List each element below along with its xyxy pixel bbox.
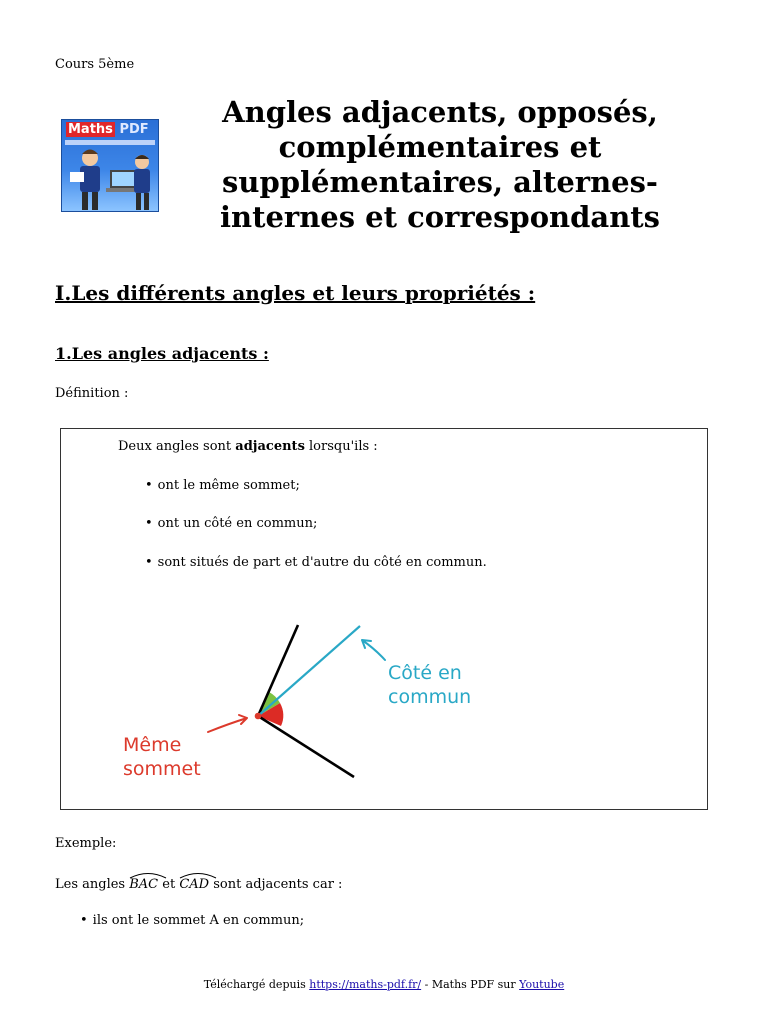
- logo-characters-illustration: [62, 144, 159, 212]
- second-side-line: [258, 716, 354, 777]
- youtube-link[interactable]: Youtube: [519, 978, 565, 991]
- definition-label: Définition :: [55, 386, 129, 401]
- logo-maths: Maths: [68, 122, 113, 137]
- section-heading: I.Les différents angles et leurs propriétés :: [55, 281, 536, 305]
- example-bullet: • ils ont le sommet A en commun;: [80, 913, 304, 928]
- definition-intro-pre: Deux angles sont: [118, 439, 236, 454]
- common-side-arrow: [362, 640, 385, 660]
- definition-bullet: • sont situés de part et d'autre du côté en commun.: [145, 555, 487, 570]
- angle-cad: CAD: [179, 874, 209, 892]
- maths-pdf-logo: [61, 119, 159, 212]
- example-label: Exemple:: [55, 836, 117, 851]
- definition-bullet: • ont le même sommet;: [145, 478, 300, 493]
- angle-hat-icon: [179, 871, 217, 879]
- example-sentence: Les angles BAC et CAD sont adjacents car :: [55, 874, 342, 892]
- subsection-heading: 1.Les angles adjacents :: [55, 344, 269, 363]
- angle-hat-icon: [129, 871, 167, 879]
- vertex-arrow: [208, 715, 247, 732]
- course-level: Cours 5ème: [55, 57, 135, 72]
- definition-intro-post: lorsqu'ils :: [304, 439, 378, 454]
- common-side-label: Côté en commun: [388, 662, 472, 708]
- vertex-point: [255, 713, 262, 720]
- definition-intro: [118, 439, 378, 454]
- definition-term: adjacents: [235, 439, 305, 454]
- maths-pdf-link[interactable]: https://maths-pdf.fr/: [309, 978, 422, 991]
- common-side-line: [258, 626, 360, 716]
- page-title: Angles adjacents, opposés, complémentaires et supplémentaires, alternes-internes et correspondants: [219, 95, 661, 234]
- angle-bac: BAC: [129, 874, 158, 892]
- footer: Téléchargé depuis https://maths-pdf.fr/ - Maths PDF sur Youtube: [203, 978, 565, 991]
- logo-pdf: PDF: [119, 122, 149, 137]
- same-vertex-label: Même sommet: [123, 734, 201, 780]
- definition-bullet: • ont un côté en commun;: [145, 516, 317, 531]
